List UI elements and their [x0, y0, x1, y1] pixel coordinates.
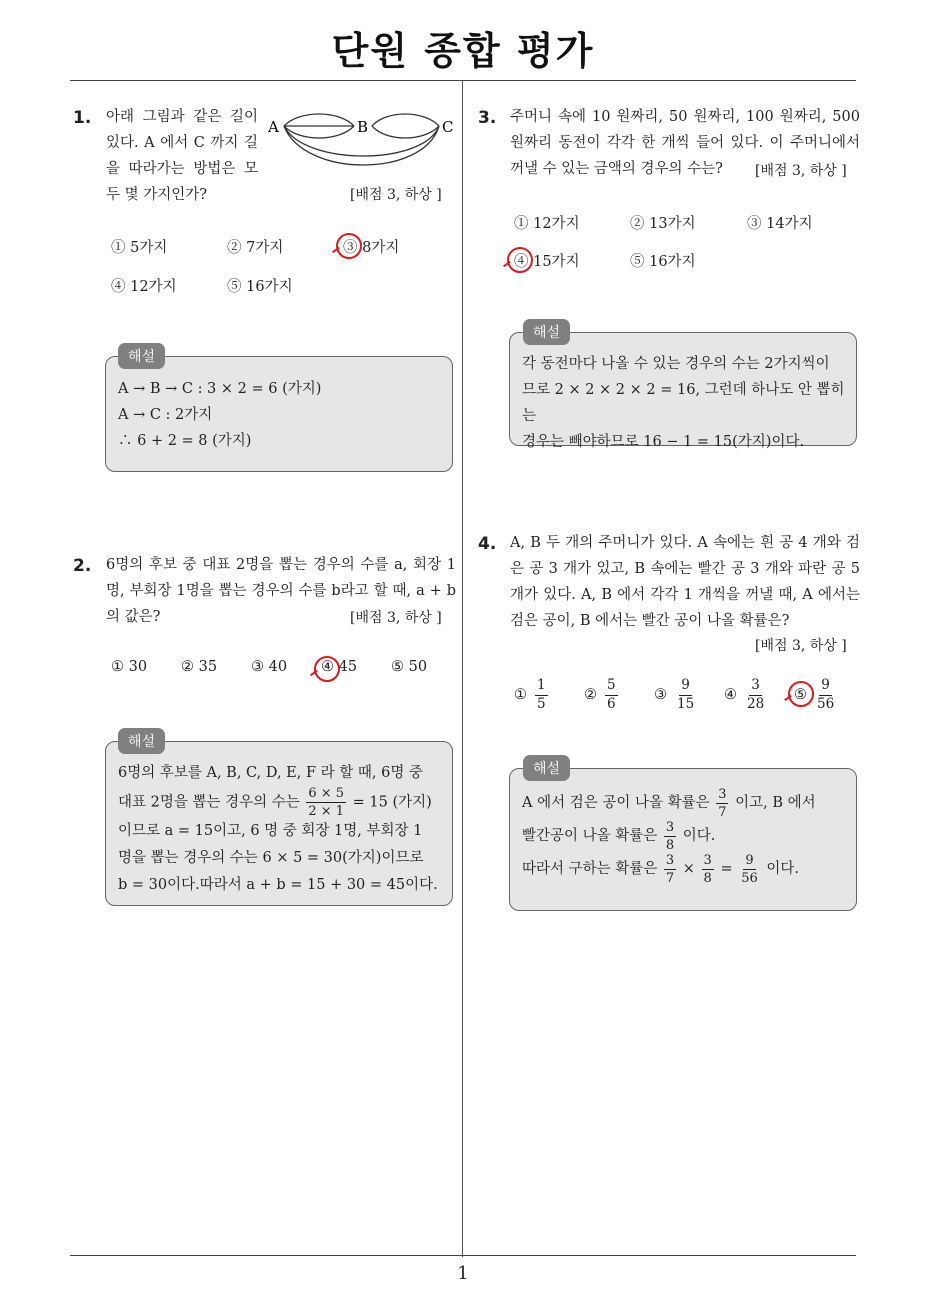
q4-number: 4.	[478, 534, 497, 554]
page-number: 1	[457, 1263, 469, 1284]
q2-solution-line: b = 30이다.따라서 a + b = 15 + 30 = 45이다.	[118, 877, 438, 893]
q4-solution-line: 빨간공이 나올 확률은 $\frac{3}{8}$ 이다.	[522, 819, 716, 853]
q2-solution-label: 해설	[118, 728, 165, 754]
q3-solution-label: 해설	[523, 319, 570, 345]
q2-solution-line: 6명의 후보를 A, B, C, D, E, F 라 할 때, 6명 중	[118, 765, 423, 781]
q1-figure-label-b: B	[357, 118, 369, 136]
q4-choice-4[interactable]: ④ $\frac{3}{28}$	[724, 677, 765, 712]
q3-solution-line: 경우는 빼야하므로 16 − 1 = 15(가지)이다.	[522, 434, 805, 450]
q1-text: 아래 그림과 같은 길이 있다. A 에서 C 까지 길을 따라가는 방법은 모두 몇 가지인가?	[106, 109, 258, 203]
q1-number: 1.	[73, 108, 92, 128]
q1-path-figure	[264, 108, 464, 188]
q1-choice-5[interactable]: ⑤ 16가지	[227, 279, 293, 295]
q2-solution-fraction: $\frac{6 \times 5}{2 \times 1}$	[308, 786, 345, 819]
q1-solution-line: A → C : 2가지	[118, 407, 213, 423]
q2-solution-line: 명을 뽑는 경우의 수는 6 × 5 = 30(가지)이므로	[118, 850, 424, 866]
q2-text: 6명의 후보 중 대표 2명을 뽑는 경우의 수를 a, 회장 1명, 부회장 1명을 뽑는 경우의 수를 b라고 할 때, a + b의 값은?	[106, 557, 456, 625]
q2-choice-1[interactable]: ① 30	[111, 659, 148, 675]
q3-solution-line: 므로 2 × 2 × 2 × 2 = 16, 그런데 하나도 안 뽑히는	[522, 382, 845, 424]
q2-solution-line: 이므로 a = 15이고, 6 명 중 회장 1명, 부회장 1	[118, 823, 423, 839]
answer-circle-mark	[336, 233, 362, 259]
q3-choice-3[interactable]: ③ 14가지	[747, 216, 813, 232]
q4-choice-5[interactable]: ⑤ $\frac{9}{56}$	[794, 677, 835, 712]
answer-circle-mark	[788, 681, 814, 707]
q1-figure-label-a: A	[268, 118, 279, 136]
answer-circle-mark	[314, 656, 340, 682]
q3-choice-5[interactable]: ⑤ 16가지	[630, 254, 696, 270]
q4-choice-1[interactable]: ① $\frac{1}{5}$	[514, 677, 546, 712]
q4-choice-2[interactable]: ② $\frac{5}{6}$	[584, 677, 616, 712]
q4-solution-line: A 에서 검은 공이 나올 확률은 $\frac{3}{7}$ 이고, B 에서	[522, 786, 816, 820]
q1-choice-1[interactable]: ① 5가지	[111, 240, 168, 256]
page-title: 단원 종합 평가	[331, 29, 595, 73]
q2-choice-3[interactable]: ③ 40	[251, 659, 288, 675]
top-rule	[70, 80, 856, 81]
column-divider	[462, 81, 463, 1257]
q2-score: [배점 3, 하상 ]	[350, 610, 442, 626]
q3-choice-4[interactable]: ④ 15가지	[514, 254, 580, 270]
q3-solution-text	[522, 351, 848, 455]
answer-circle-mark	[507, 247, 533, 273]
q2-solution-text	[118, 760, 444, 899]
q3-text: 주머니 속에 10 원짜리, 50 원짜리, 100 원짜리, 500 원짜리 동전이 각각 한 개씩 들어 있다. 이 주머니에서 꺼낼 수 있는 금액의 경우의 수는?	[510, 109, 860, 177]
q4-choice-3[interactable]: ③ $\frac{9}{15}$	[654, 677, 695, 712]
q4-score: [배점 3, 하상 ]	[755, 638, 847, 654]
q4-solution-text	[522, 787, 852, 886]
q2-choice-5[interactable]: ⑤ 50	[391, 659, 428, 675]
q3-choice-2[interactable]: ② 13가지	[630, 216, 696, 232]
q1-solution-line: ∴ 6 + 2 = 8 (가지)	[118, 433, 252, 449]
q3-score: [배점 3, 하상 ]	[755, 163, 847, 179]
q4-solution-line: 따라서 구하는 확률은 $\frac{3}{7}$ × $\frac{3}{8}$ = $\frac{9}{56}$ 이다.	[522, 852, 799, 886]
bottom-rule	[70, 1255, 856, 1256]
q3-number: 3.	[478, 108, 497, 128]
q1-score: [배점 3, 하상 ]	[350, 187, 442, 203]
q2-choice-4[interactable]: ④ 45	[321, 659, 358, 675]
q2-choice-2[interactable]: ② 35	[181, 659, 218, 675]
q3-solution-line: 각 동전마다 나올 수 있는 경우의 수는 2가지씩이	[522, 356, 830, 372]
q4-text: A, B 두 개의 주머니가 있다. A 속에는 흰 공 4 개와 검은 공 3 개가 있고, B 속에는 빨간 공 3 개와 파란 공 5 개가 있다. A, B 에서 각각 1 개씩을 꺼낼 때, A 에서는 검은 공이, B 에서는 빨간 공이 나올 확률은?	[510, 535, 860, 629]
q1-solution-text	[118, 376, 438, 454]
q2-number: 2.	[73, 556, 92, 576]
q1-solution-label: 해설	[118, 343, 165, 369]
q2-solution-fragment: 대표 2명을 뽑는 경우의 수는	[118, 794, 300, 811]
q2-solution-fragment: = 15 (가지)	[352, 794, 432, 811]
q2-solution-line	[118, 787, 444, 818]
q1-solution-line: A → B → C : 3 × 2 = 6 (가지)	[118, 381, 322, 397]
q1-choice-2[interactable]: ② 7가지	[227, 240, 284, 256]
q3-choice-1[interactable]: ① 12가지	[514, 216, 580, 232]
q1-choice-4[interactable]: ④ 12가지	[111, 279, 177, 295]
q1-figure-label-c: C	[442, 118, 454, 136]
q1-choice-3[interactable]: ③ 8가지	[343, 240, 400, 256]
q4-solution-label: 해설	[523, 755, 570, 781]
